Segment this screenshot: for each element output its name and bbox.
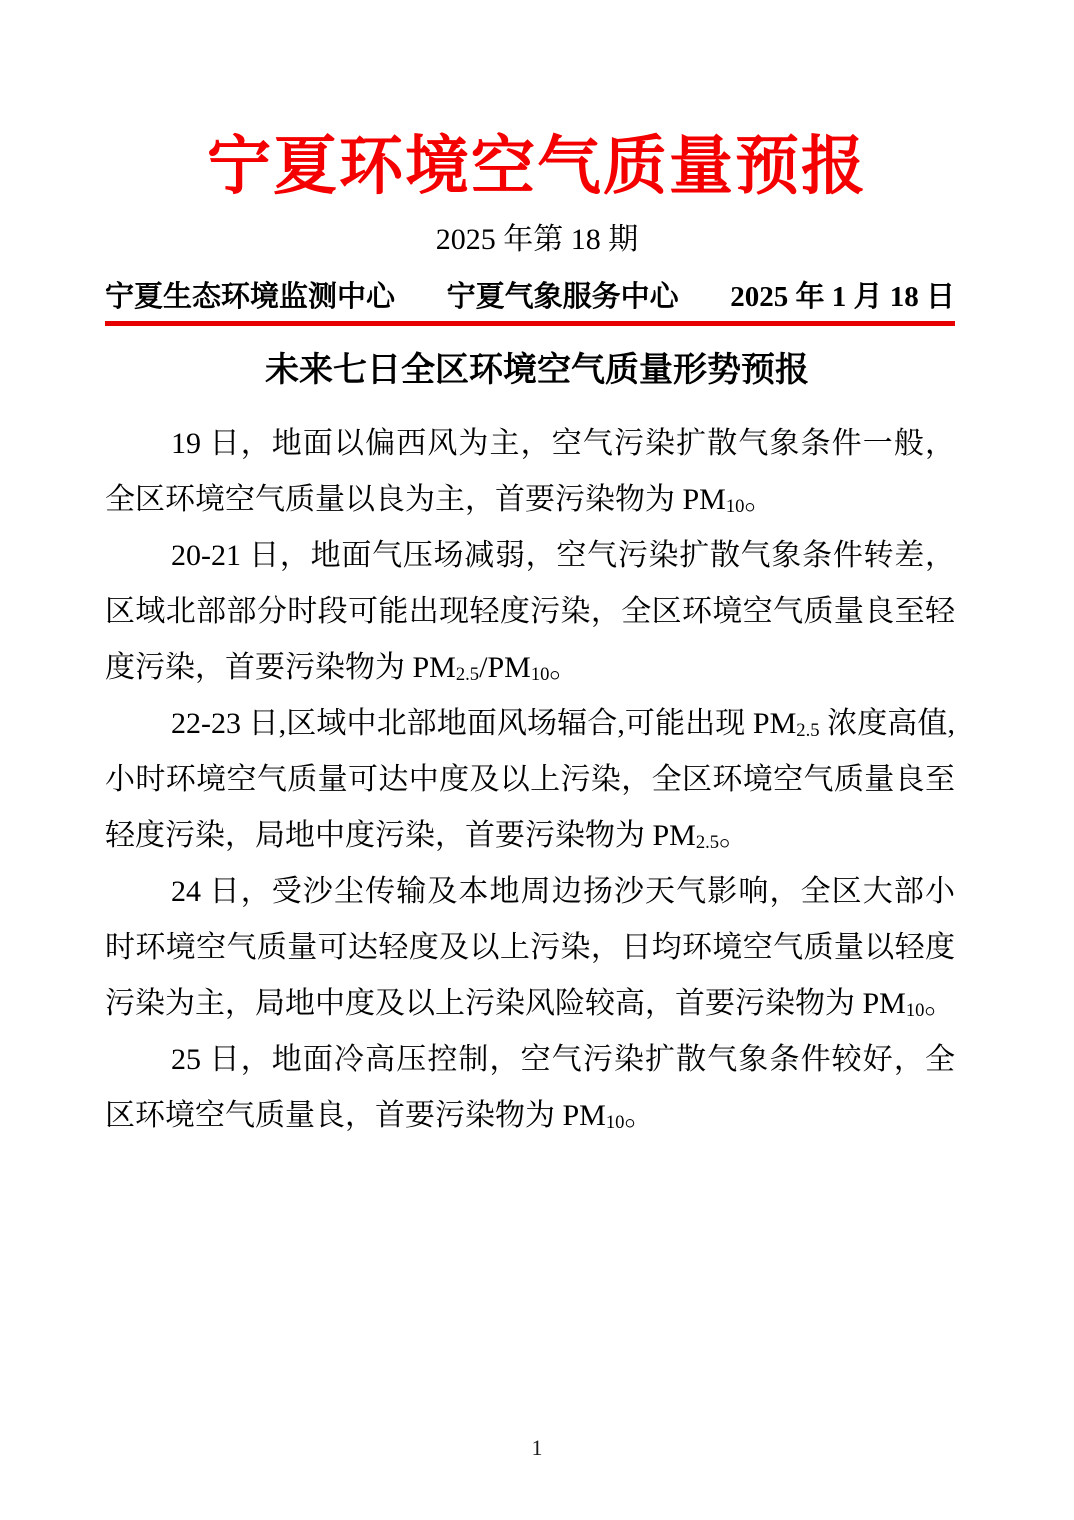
body-paragraph: 25 日，地面冷高压控制，空气污染扩散气象条件较好，全区环境空气质量良，首要污染物为 $PM_{10}$。: [105, 1043, 955, 1134]
page-number: 1: [531, 1435, 543, 1460]
section-title: 未来七日全区环境空气质量形势预报: [265, 352, 809, 389]
issue-number: 2025 年第 18 期: [435, 223, 639, 256]
issuer-meteorological-center: 宁夏气象服务中心: [446, 281, 679, 313]
issuer-monitoring-center: 宁夏生态环境监测中心: [105, 281, 396, 313]
document-title: 宁夏环境空气质量预报: [207, 131, 867, 202]
issuer-row: [105, 280, 955, 314]
issue-date: 2025 年 1 月 18 日: [730, 281, 955, 313]
body-paragraph: 22-23 日,区域中北部地面风场辐合,可能出现 $PM_{2.5}$ 浓度高值,小时环境空气质量可达中度及以上污染，全区环境空气质量良至轻度污染，局地中度污染，首要污染物为 $PM_{2.5}$。: [105, 707, 955, 854]
body-paragraphs: [105, 416, 955, 1144]
body-paragraph: 24 日，受沙尘传输及本地周边扬沙天气影响，全区大部小时环境空气质量可达轻度及以上污染，日均环境空气质量以轻度污染为主，局地中度及以上污染风险较高，首要污染物为 $PM_{10}$。: [105, 875, 955, 1022]
body-paragraph: 19 日，地面以偏西风为主，空气污染扩散气象条件一般，全区环境空气质量以良为主，首要污染物为 $PM_{10}$。: [105, 427, 955, 518]
body-paragraph: 20-21 日，地面气压场减弱，空气污染扩散气象条件转差，区域北部部分时段可能出现轻度污染，全区环境空气质量良至轻度污染，首要污染物为 $PM_{2.5}/PM_{10}$。: [105, 539, 955, 686]
red-divider-line: [105, 321, 955, 326]
